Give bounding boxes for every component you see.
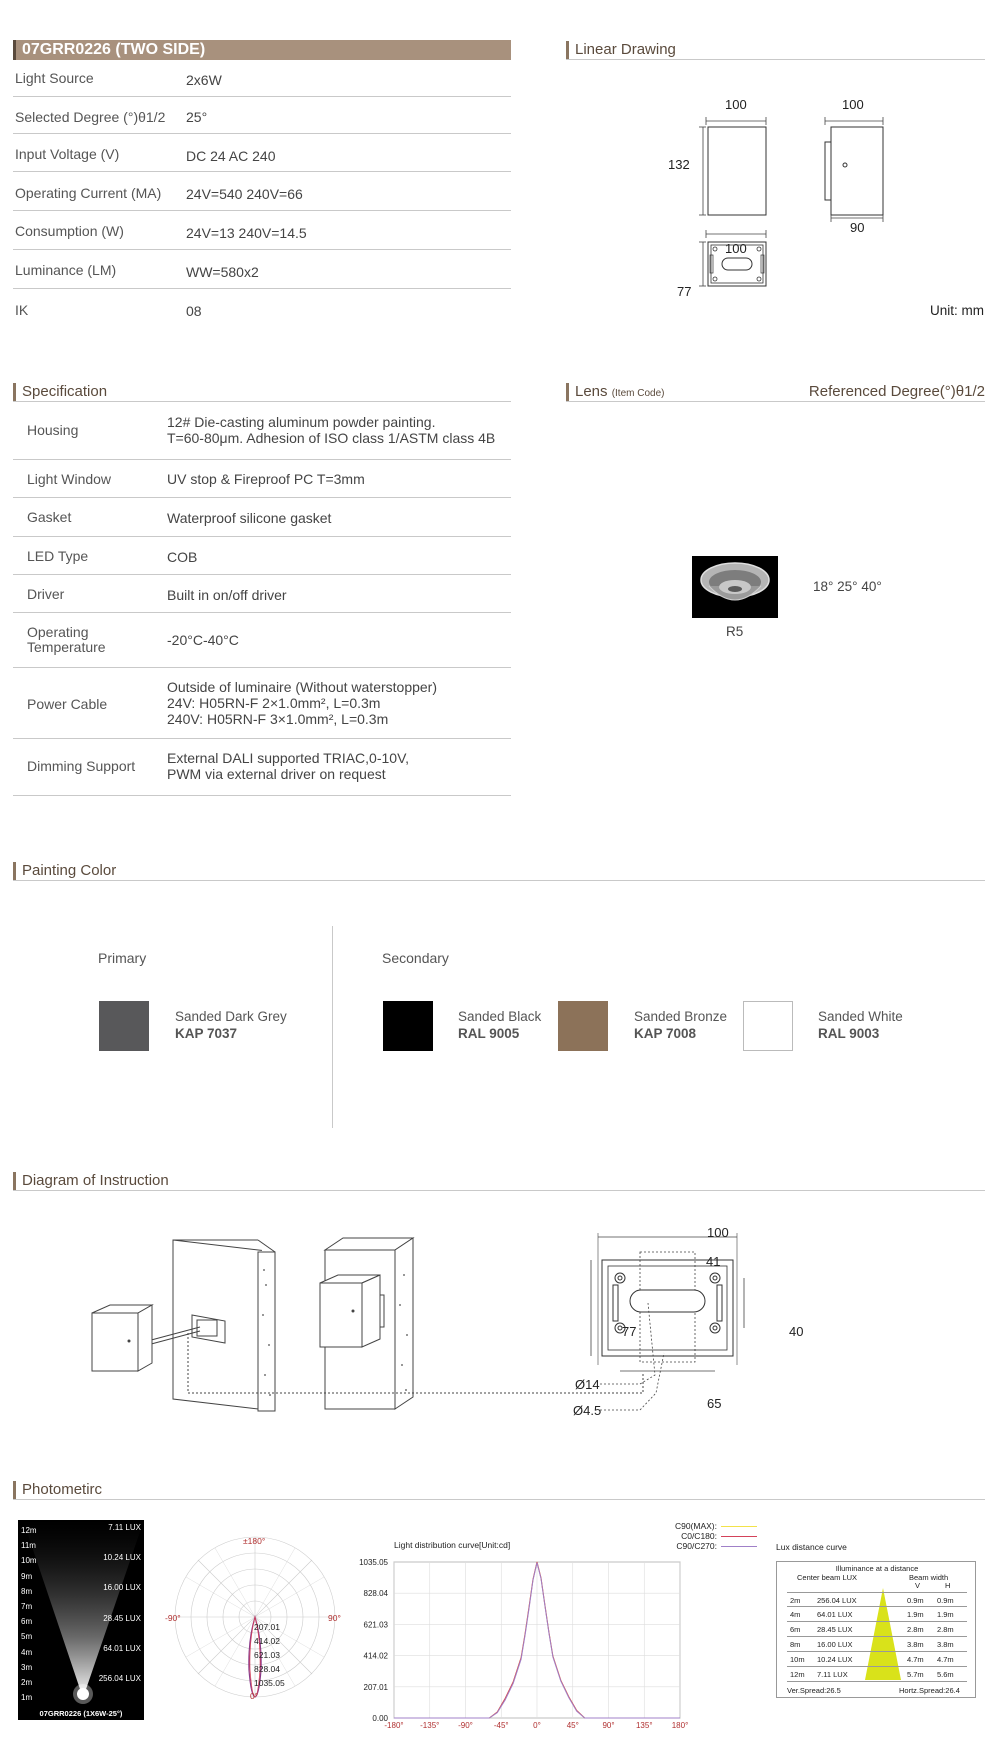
spec-value-line: 240V: H05RN-F 3×1.0mm², L=0.3m bbox=[167, 711, 389, 727]
lux-row-lux: 256.04 LUX bbox=[817, 1596, 857, 1605]
swatch-dark-grey bbox=[99, 1001, 149, 1051]
chart-legend bbox=[650, 1521, 757, 1551]
x-tick-label: 45° bbox=[566, 1721, 579, 1730]
param-row bbox=[13, 60, 511, 97]
param-value: 24V=540 240V=66 bbox=[186, 186, 303, 202]
instruction-figure bbox=[80, 1225, 980, 1450]
lux-row-distance: 10m bbox=[790, 1655, 805, 1664]
lux-row-v: 0.9m bbox=[907, 1596, 924, 1605]
legend-label: C90/C270: bbox=[676, 1541, 717, 1551]
lux-distance: 11m bbox=[21, 1541, 36, 1551]
spec-row-driver bbox=[13, 575, 511, 613]
polar-ring-label: 207.01 bbox=[254, 1622, 280, 1632]
polar-ring-label: 1035.05 bbox=[254, 1678, 285, 1688]
swatch-name: Sanded White bbox=[818, 1009, 903, 1024]
referenced-degree-title: Referenced Degree(°)θ1/2 bbox=[808, 383, 985, 400]
param-value: 24V=13 240V=14.5 bbox=[186, 225, 307, 241]
spec-value-line: 24V: H05RN-F 2×1.0mm², L=0.3m bbox=[167, 695, 381, 711]
lux-row-lux: 10.24 LUX bbox=[817, 1655, 853, 1664]
lux-row-v: 2.8m bbox=[907, 1625, 924, 1634]
polar-right-label: 90° bbox=[328, 1613, 341, 1623]
polar-ring-label: 828.04 bbox=[254, 1664, 280, 1674]
y-tick-label: 0.00 bbox=[372, 1714, 388, 1723]
lux-row-distance: 4m bbox=[790, 1610, 801, 1619]
param-label: Operating Current (MA) bbox=[15, 185, 162, 201]
specification-title: Specification bbox=[22, 383, 108, 400]
param-row bbox=[13, 250, 511, 289]
spec-value-line: Outside of luminaire (Without waterstopper) bbox=[167, 679, 437, 695]
spec-value-line: Built in on/off driver bbox=[167, 587, 287, 603]
primary-label: Primary bbox=[98, 950, 147, 966]
lux-distance: 1m bbox=[21, 1693, 33, 1703]
dim-hole-big: Ø14 bbox=[575, 1377, 600, 1392]
lux-distance: 8m bbox=[21, 1586, 33, 1596]
param-label: IK bbox=[15, 302, 29, 318]
lux-distance: 3m bbox=[21, 1662, 33, 1672]
polar-ring-label: 621.03 bbox=[254, 1650, 280, 1660]
legend-swatch bbox=[721, 1536, 757, 1537]
lux-distance-row bbox=[787, 1637, 967, 1652]
legend-swatch bbox=[721, 1526, 757, 1527]
param-row bbox=[13, 289, 511, 327]
x-tick-label: 180° bbox=[671, 1721, 689, 1730]
param-value: 08 bbox=[186, 303, 202, 319]
lux-distance: 12m bbox=[21, 1526, 37, 1535]
secondary-label: Secondary bbox=[382, 950, 449, 966]
lux-row-lux: 64.01 LUX bbox=[817, 1610, 853, 1619]
photometric-header bbox=[13, 1480, 985, 1500]
instruction-title: Diagram of Instruction bbox=[22, 1172, 169, 1189]
lux-row-v: 4.7m bbox=[907, 1655, 924, 1664]
swatch-black bbox=[383, 1001, 433, 1051]
lux-distance: 7m bbox=[21, 1602, 33, 1612]
param-row bbox=[13, 97, 511, 134]
lux-distance-row bbox=[787, 1652, 967, 1667]
lux-distance-box bbox=[776, 1561, 976, 1698]
lux-value: 256.04 LUX bbox=[98, 1674, 141, 1683]
spec-row-dimming-support bbox=[13, 739, 511, 796]
legend-label: C0/C180: bbox=[681, 1531, 717, 1541]
spec-label: Operating Temperature bbox=[27, 624, 106, 655]
dim-spacing: 65 bbox=[707, 1396, 722, 1411]
spec-row-operating-temperature bbox=[13, 613, 511, 668]
lux-row-h: 4.7m bbox=[937, 1655, 954, 1664]
legend-item bbox=[650, 1531, 757, 1541]
y-tick-label: 828.04 bbox=[363, 1589, 388, 1599]
lux-value: 64.01 LUX bbox=[103, 1644, 141, 1653]
spec-value-line: T=60-80μm. Adhesion of ISO class 1/ASTM class 4B bbox=[167, 430, 496, 446]
hor-spread: Hortz.Spread:26.4 bbox=[899, 1686, 960, 1695]
section-marker bbox=[566, 41, 569, 59]
dim-side-width: 100 bbox=[842, 97, 864, 112]
lux-value: 10.24 LUX bbox=[103, 1553, 141, 1562]
lux-header-1: Illuminance at a distance bbox=[835, 1564, 919, 1573]
spec-row-power-cable bbox=[13, 668, 511, 739]
lux-panel bbox=[18, 1520, 144, 1720]
lux-distance: 5m bbox=[21, 1632, 33, 1642]
lux-distance: 4m bbox=[21, 1647, 33, 1657]
dim-plate-width: 100 bbox=[707, 1225, 729, 1240]
painting-divider bbox=[332, 926, 333, 1128]
param-label: Light Source bbox=[15, 70, 94, 86]
x-tick-label: -90° bbox=[458, 1721, 473, 1730]
spec-label: Housing bbox=[27, 422, 79, 438]
legend-swatch bbox=[721, 1546, 757, 1547]
lux-row-h: 0.9m bbox=[937, 1596, 954, 1605]
param-row bbox=[13, 211, 511, 250]
lens-title-small: (Item Code) bbox=[611, 388, 665, 399]
lux-row-lux: 16.00 LUX bbox=[817, 1640, 853, 1649]
lux-distance-row bbox=[787, 1607, 967, 1622]
lux-value: 28.45 LUX bbox=[103, 1614, 141, 1623]
swatch-code: KAP 7037 bbox=[175, 1026, 238, 1041]
spec-row-housing bbox=[13, 403, 511, 460]
painting-color-header bbox=[13, 861, 985, 881]
swatch-code: KAP 7008 bbox=[634, 1026, 697, 1041]
model-title: 07GRR0226 (TWO SIDE) bbox=[22, 41, 206, 58]
dim-holes: 40 bbox=[789, 1324, 804, 1339]
section-marker bbox=[13, 1172, 16, 1190]
polar-left-label: -90° bbox=[165, 1613, 181, 1623]
lux-value: 16.00 LUX bbox=[103, 1583, 141, 1592]
dim-front-height: 132 bbox=[668, 157, 690, 172]
spec-value-line: Waterproof silicone gasket bbox=[167, 510, 332, 526]
lux-row-h: 3.8m bbox=[937, 1640, 954, 1649]
lux-distance-row bbox=[787, 1592, 967, 1607]
dim-bottom-depth: 77 bbox=[677, 284, 692, 299]
lux-header-3: Beam width bbox=[909, 1573, 949, 1582]
swatch-name: Sanded Bronze bbox=[634, 1009, 728, 1024]
lux-row-v: 3.8m bbox=[907, 1640, 924, 1649]
lux-distance: 9m bbox=[21, 1571, 33, 1581]
swatch-white bbox=[743, 1001, 793, 1051]
polar-bottom-label: 0° bbox=[250, 1691, 259, 1701]
chart-title: Light distribution curve[Unit:cd] bbox=[394, 1540, 511, 1550]
param-label: Consumption (W) bbox=[15, 223, 124, 239]
y-tick-label: 1035.05 bbox=[359, 1558, 388, 1567]
dim-hole-small: Ø4.5 bbox=[573, 1403, 602, 1418]
y-tick-label: 207.01 bbox=[363, 1682, 388, 1692]
dim-front-width: 100 bbox=[725, 97, 747, 112]
param-row bbox=[13, 172, 511, 211]
lux-distance-row bbox=[787, 1667, 967, 1682]
lux-row-lux: 28.45 LUX bbox=[817, 1625, 853, 1634]
spec-label: Driver bbox=[27, 586, 65, 602]
lens-header bbox=[566, 382, 985, 402]
painting-color-title: Painting Color bbox=[22, 862, 117, 879]
param-label: Input Voltage (V) bbox=[15, 146, 120, 162]
lux-row-v: 5.7m bbox=[907, 1670, 924, 1679]
x-tick-label: -45° bbox=[493, 1721, 509, 1730]
instruction-header bbox=[13, 1171, 985, 1191]
spec-value-line: COB bbox=[167, 549, 198, 565]
lux-row-distance: 6m bbox=[790, 1625, 801, 1634]
x-tick-label: -180° bbox=[384, 1721, 404, 1730]
linear-drawing-header bbox=[566, 40, 985, 60]
spec-label: Light Window bbox=[27, 471, 112, 487]
param-value: WW=580x2 bbox=[186, 264, 259, 280]
lens-title-wrap bbox=[575, 383, 665, 400]
model-title-bar bbox=[13, 40, 511, 60]
spec-label: Power Cable bbox=[27, 696, 108, 712]
lux-distance-title: Lux distance curve bbox=[776, 1542, 847, 1552]
lux-col-v: V bbox=[915, 1581, 921, 1590]
legend-label: C90(MAX): bbox=[674, 1521, 717, 1531]
swatch-name: Sanded Black bbox=[458, 1009, 542, 1024]
lux-row-distance: 8m bbox=[790, 1640, 801, 1649]
spec-value-line: 12# Die-casting aluminum powder painting. bbox=[167, 414, 436, 430]
spec-row-led-type bbox=[13, 537, 511, 575]
dim-bottom-width: 100 bbox=[725, 241, 747, 256]
spec-value-line: External DALI supported TRIAC,0-10V, bbox=[167, 750, 410, 766]
polar-top-label: ±180° bbox=[243, 1536, 266, 1546]
param-label: Luminance (LM) bbox=[15, 262, 117, 278]
spec-row-light-window bbox=[13, 460, 511, 498]
y-tick-label: 621.03 bbox=[363, 1620, 388, 1630]
light-distribution-chart bbox=[350, 1550, 760, 1740]
param-label: Selected Degree (°)θ1/2 bbox=[15, 109, 166, 125]
section-marker bbox=[566, 383, 569, 401]
spec-label: Gasket bbox=[27, 509, 72, 525]
x-tick-label: 90° bbox=[602, 1721, 615, 1730]
linear-drawing-title: Linear Drawing bbox=[575, 41, 676, 58]
spec-value-line: PWM via external driver on request bbox=[167, 766, 386, 782]
lux-distance-labels bbox=[21, 1523, 37, 1705]
lux-header-2: Center beam LUX bbox=[797, 1573, 858, 1582]
param-value: 2x6W bbox=[186, 72, 222, 88]
lux-row-h: 5.6m bbox=[937, 1670, 954, 1679]
lux-row-v: 1.9m bbox=[907, 1610, 924, 1619]
x-tick-label: 0° bbox=[533, 1721, 541, 1730]
x-tick-label: -135° bbox=[420, 1721, 440, 1730]
lux-distance: 10m bbox=[21, 1556, 37, 1566]
lens-image bbox=[692, 556, 778, 618]
lux-distance: 6m bbox=[21, 1617, 33, 1627]
swatch-code: RAL 9005 bbox=[458, 1026, 520, 1041]
specification-header bbox=[13, 382, 511, 402]
unit-label: Unit: mm bbox=[930, 303, 984, 318]
swatch-code: RAL 9003 bbox=[818, 1026, 880, 1041]
dim-plate-height: 77 bbox=[622, 1324, 637, 1339]
dim-slot: 41 bbox=[706, 1254, 721, 1269]
lux-distance-table bbox=[787, 1592, 967, 1682]
lens-title: Lens bbox=[575, 383, 608, 400]
dim-side-depth: 90 bbox=[850, 220, 865, 235]
param-value: DC 24 AC 240 bbox=[186, 148, 276, 164]
polar-ring-label: 414.02 bbox=[254, 1636, 280, 1646]
lux-distance: 2m bbox=[21, 1678, 33, 1688]
lux-distance-row bbox=[787, 1622, 967, 1637]
ver-spread: Ver.Spread:26.5 bbox=[787, 1686, 841, 1695]
spec-value-line: UV stop & Fireproof PC T=3mm bbox=[167, 471, 365, 487]
lux-panel-caption: 07GRR0226 (1X6W-25°) bbox=[39, 1709, 123, 1718]
lux-row-distance: 2m bbox=[790, 1596, 801, 1605]
lux-row-distance: 12m bbox=[790, 1670, 805, 1679]
spec-label: Dimming Support bbox=[27, 758, 136, 774]
x-tick-label: 135° bbox=[635, 1721, 653, 1730]
model-bar-edge bbox=[13, 40, 16, 60]
spec-label: LED Type bbox=[27, 548, 89, 564]
spec-row-gasket bbox=[13, 498, 511, 537]
section-marker bbox=[13, 383, 16, 401]
lens-item-code: R5 bbox=[726, 624, 744, 639]
lux-row-h: 1.9m bbox=[937, 1610, 954, 1619]
lux-col-h: H bbox=[945, 1581, 951, 1590]
lux-row-h: 2.8m bbox=[937, 1625, 954, 1634]
param-value: 25° bbox=[186, 109, 208, 125]
lux-value: 7.11 LUX bbox=[108, 1523, 141, 1532]
section-marker bbox=[13, 862, 16, 880]
swatch-bronze bbox=[558, 1001, 608, 1051]
legend-item bbox=[650, 1521, 757, 1531]
param-row bbox=[13, 134, 511, 172]
swatch-name: Sanded Dark Grey bbox=[175, 1009, 287, 1024]
y-tick-label: 414.02 bbox=[363, 1651, 388, 1661]
photometric-title: Photometirc bbox=[22, 1481, 103, 1498]
lens-degrees: 18° 25° 40° bbox=[813, 579, 882, 594]
section-marker bbox=[13, 1481, 16, 1499]
linear-drawing-figure bbox=[690, 110, 1000, 330]
spec-value-line: -20°C-40°C bbox=[167, 632, 239, 648]
lux-row-lux: 7.11 LUX bbox=[817, 1670, 848, 1679]
